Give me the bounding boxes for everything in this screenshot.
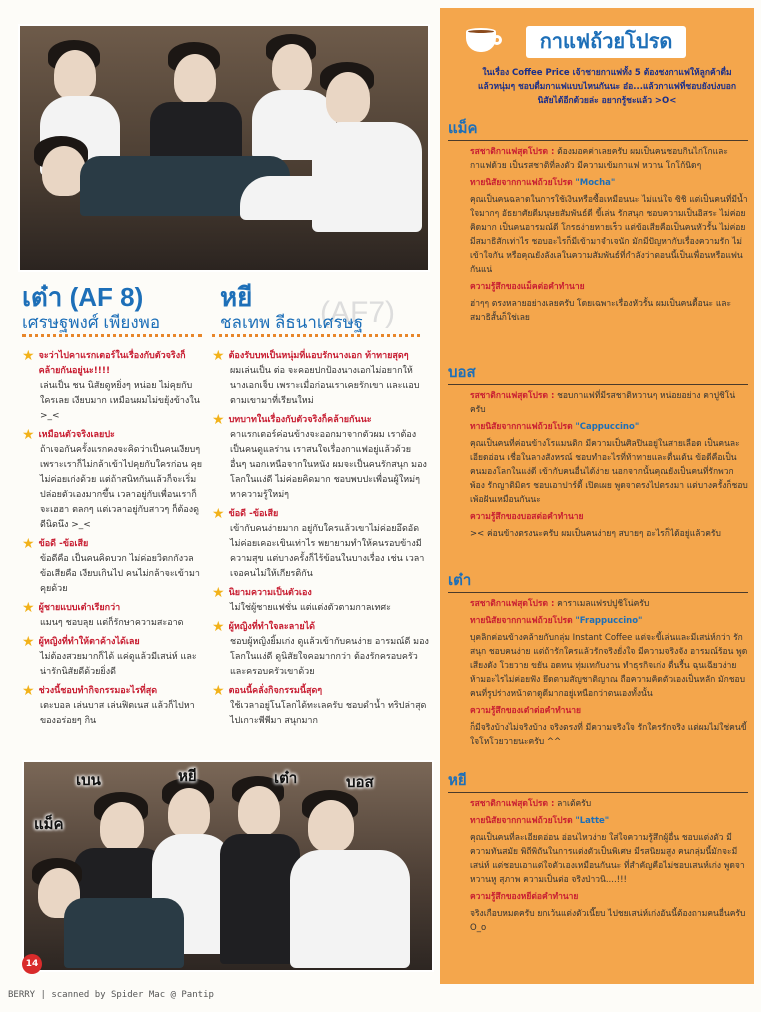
answer: ชอบผู้หญิงยิ้มเก่ง ดูแล้วเข้ากับคนง่าย อารมณ์ดี มองโลกในแง่ดี ดูนิสัยใจคอมากกว่า ต้องรักครอบครัวและครอบครัวเขาด้วย [230, 637, 429, 677]
profile-yee [220, 282, 363, 334]
qa-item [22, 601, 204, 631]
fav-text: ลาเต้ครับ [557, 799, 592, 809]
fav-text: ชอบกาแฟที่มีรสชาติหวานๆ หน่อยอย่าง คาปูชิโน่ ครับ [470, 391, 736, 415]
photo-figure-face [54, 50, 96, 100]
answer: ข้อดีคือ เป็นคนคิดบวก ไม่ค่อยวิตกกังวล ข้อเสียคือ เงียบเกินไป คนไม่กล้าจะเข้ามาคุยด้วย [40, 554, 200, 594]
answer: แมนๆ ชอบลุย แต่ก็รักษาความสะอาด [40, 618, 184, 628]
coffee-sidebar [440, 8, 754, 984]
interview-tao [22, 346, 204, 733]
answer: ไม่ใช่ผู้ชายแฟชั่น แต่แต่งตัวตามกาลเทศะ [230, 603, 391, 613]
fav-text: ต้องมอคค่าเลยครับ ผมเป็นคนชอบกินไก่โกและกาแฟด้วย เป็นรสชาติที่ลงตัว มีความเข้มกาแฟ หวาน โกโก้นิดๆ [470, 147, 728, 171]
prediction-text: คุณเป็นคนที่ละเอียดอ่อน อ่อนไหวง่าย ใส่ใจความรู้สึกผู้อื่น ชอบแต่งตัว มีความทันสมัย พิถีพิถันในการแต่งตัวเป็นพิเศษ มีรสนิยมสูง คนกลุ่มนี้มักจะมีเสน่ห์ แต่ชอบเอาแต่ใจตัวเองเหมือนกันนะ ที่สำคัญคือไม่ชอบเสนห์เก่ง พูดจาหวานหู สุภาพ ความเป็นต่อ จริงป่าวนิ....!!! [470, 833, 745, 885]
section-tao [448, 572, 748, 752]
photo-figure-face [168, 788, 210, 838]
section-boss [448, 364, 748, 544]
scan-credit: BERRY | scanned by Spider Mac @ Pantip [8, 990, 214, 1000]
dotted-divider [22, 334, 202, 340]
question: ข้อดี -ข้อเสีย [38, 539, 89, 549]
answer: ใช้เวลาอยู่โนโลกได้ทะเลครับ ชอบดำน้ำ ทริปล่าสุดไปเกาะพีพีมา สนุกมาก [230, 701, 427, 726]
question: ต้องรับบทเป็นหนุ่มที่แอบรักนางเอก ท้าทายสุดๆ [228, 351, 409, 361]
section-yee [448, 772, 748, 938]
sidebar-title: กาแฟถ้วยโปรด [526, 26, 686, 58]
question: ช่วงนี้ชอบทำกิจกรรมอะไรที่สุด [38, 686, 158, 696]
prediction-label: ทายนิสัยจากกาแฟถ้วยโปรด [470, 178, 573, 188]
star-icon: ★ [212, 619, 225, 635]
star-icon: ★ [22, 634, 35, 650]
opinion-label: ความรู้สึกของแม็คต่อคำทำนาย [470, 282, 585, 292]
question: ข้อดี -ข้อเสีย [228, 509, 279, 519]
photo-label-boss: บอส [346, 774, 374, 791]
qa-item [212, 349, 430, 409]
profile-yee-fullname: ชลเทพ ลีธนาเศรษฐ [220, 313, 364, 332]
photo-figure-body [64, 898, 184, 968]
photo-label-mac: แม็ค [34, 816, 64, 833]
fav-label: รสชาติกาแฟสุดโปรด : [470, 147, 555, 157]
opinion-label: ความรู้สึกของบอสต่อคำทำนาย [470, 512, 584, 522]
star-icon: ★ [212, 412, 225, 428]
prediction-text: คุณเป็นคนฉลาดในการใช้เงินหรือซื้อเหมือนนะ ไม่แน่ใจ ซิชิ แต่เป็นคนที่มีน้ำใจมากๆ อัธยาศัยดีมนุษยสัมพันธ์ดี ขี้เล่น รักสนุก ชอบความเป็นอิสระ ไม่ค่อยคิดมาก เป็นคนอารมณ์ดี โกรธง่ายหายเร็ว แต่ข้อเสียคือเป็นคนหัวรั้น ไม่ค่อยมีสมาธิสักเท่าไร ชอบอะไรก็มีเข้ามาจำเจนัก มักมีปัญหากับเรื่องความรัก ไม่เข้าใจกัน หรือคุณยังลังเลในความสัมพันธ์ที่กำลังว่าตอนนี้เป็นเพื่อนหรือแฟนกันแน่ [470, 195, 748, 275]
photo-figure-face [326, 72, 370, 124]
star-icon: ★ [22, 683, 35, 699]
group-photo-top [18, 24, 430, 272]
show-through-text: (AF7) [320, 296, 395, 329]
opinion-text: ก็มีจริงบ้างไม่จริงบ้าง จริงตรงที่ มีความจริงใจ รักใครรักจริง แต่ผมไม่ใช่คนขี้ใจโหโวยวายนะครับ ^^ [470, 723, 747, 747]
qa-item [22, 537, 204, 597]
question: จะว่าไปคาแรกเตอร์ในเรื่องกับตัวจริงก็คล้ายกันอยู่นะ!!!! [38, 351, 186, 376]
answer: ถ้าเจอกันครั้งแรกคงจะคิดว่าเป็นคนเงียบๆ เพราะเราก็ไม่กล้าเข้าไปคุยกับใครก่อน คุยไม่ค่อยเก่งด้วย แต่ถ้าสนิทกันแล้วก็จะเริ่มปล่อยตัวเองมากขึ้น เวลาอยู่กับเพื่อนเราก็จะเฮฮา ตลกๆ แต่เวลาอยู่กับสาวๆ ก็ต้องดูดีนิดนึง >_< [40, 445, 203, 530]
coffee-menu: "Mocha" [575, 178, 616, 188]
star-icon: ★ [22, 348, 35, 364]
qa-item [212, 507, 430, 582]
photo-figure-face [174, 54, 216, 104]
photo-figure-face [272, 44, 312, 92]
answer: คาแรกเตอร์ค่อนข้างจะออกมาจากตัวผม เราต้องเป็นคนดูแลร่าน เราสนใจเรื่องกาแฟอยู่แล้วด้วย อื่นๆ นอกเหนือจากในหนัง ผมจะเป็นคนรักสนุก มองโลกในแง่ดี ไม่ค่อยคิดมาก ชอบพบปะเพื่อนผู้ใหม่ๆ หาความรู้ใหม่ๆ [230, 430, 427, 500]
answer: ผมเล่นเป็น ต่อ จะคอยปกป้องนางเอกไม่อยากให้นางเอกเจ็บ เพราะเมื่อก่อนเราเคยรักเขา และแอบตามเขามาที่เรียนใหม่ [230, 366, 420, 406]
coffee-menu: "Latte" [575, 816, 610, 826]
prediction-label: ทายนิสัยจากกาแฟถ้วยโปรด [470, 816, 573, 826]
opinion-label: ความรู้สึกของเต๋าต่อคำทำนาย [470, 706, 582, 716]
question: ผู้หญิงที่ทำให้ตาค้างได้เลย [38, 637, 140, 647]
answer: ไม่ต้องสวยมากก็ได้ แค่ดูแล้วมีเสน่ห์ และน่ารักนิสัยดีด้วยยิ่งดี [40, 652, 197, 677]
section-name: หยี [448, 772, 748, 793]
photo-figure-face [308, 800, 354, 852]
qa-item [22, 428, 204, 533]
photo-figure-face [238, 786, 280, 836]
coffee-cup-icon [462, 24, 504, 54]
photo-figure-shirt [290, 850, 410, 968]
star-icon: ★ [212, 506, 225, 522]
coffee-menu: "Cappuccino" [575, 422, 640, 432]
fav-label: รสชาติกาแฟสุดโปรด : [470, 799, 555, 809]
photo-figure-face [100, 802, 144, 852]
question: เหมือนตัวจริงเลยปะ [38, 430, 115, 440]
profile-yee-nickname: หยี [220, 282, 253, 312]
page-number: 14 [22, 954, 42, 974]
sidebar-intro: ในเรื่อง Coffee Price เจ้าชายกาแฟทั้ง 5 ต้องชงกาแฟให้ลูกค้าดื่ม แล้วหนุ่มๆ ชอบดื่มกาแฟแบบไหนกันนะ อ๋อ...แล้วกาแฟที่ชอบยังบ่งบอกนิสัยได้อีกด้วยล่ะ อยากรู้ชะแล้ว >O< [477, 68, 737, 106]
qa-item [22, 349, 204, 424]
star-icon: ★ [22, 600, 35, 616]
question: ตอนนี้คลั่งกิจกรรมนี้สุดๆ [228, 686, 323, 696]
answer: เข้ากับคนง่ายมาก อยู่กับใครแล้วเขาไม่ค่อยอึดอัด ไม่ค่อยเคอะเขินเท่าไร พยายามทำให้คนรอบข้างมีความสุข แต่บางครั้งก็ไร้ข้อนในบางเรื่อง เช่น เวลาเจอคนไม่ให้เกียรติกัน [230, 524, 425, 579]
question: ผู้ชายแบบเต๋าเรียกว่า [38, 603, 121, 613]
star-icon: ★ [212, 348, 225, 364]
fav-label: รสชาติกาแฟสุดโปรด : [470, 391, 555, 401]
coffee-menu: "Frappuccino" [575, 616, 643, 626]
fav-label: รสชาติกาแฟสุดโปรด : [470, 599, 555, 609]
section-name: แม็ค [448, 120, 748, 141]
section-name: เต๋า [448, 572, 748, 593]
opinion-text: ฮ่าๆๆ ตรงหลายอย่างเลยครับ โดยเฉพาะเรื่องหัวรั้น ผมเป็นคนดื้อนะ และสมาธิสั้นก็ใช่เลย [470, 299, 732, 323]
profile-tao-fullname: เศรษฐพงศ์ เพียงพอ [22, 313, 161, 332]
photo-figure-legs [240, 176, 410, 220]
star-icon: ★ [212, 585, 225, 601]
fav-text: คาราเมลแฟรปปูชิโน่ครับ [557, 599, 650, 609]
prediction-text: บุคลิกค่อนข้างคล้ายกับกลุ่ม Instant Coffee แต่จะขี้เล่นและมีเสน่ห์กว่า รักสนุก ชอบคนง่าย แต่ถ้ารักใครแล้วรักจริงยั่งใจ มีความจริงจัง อารมณ์ร้อน พูดเสียงดัง โวยวาย ขยัน อดทน ทุ่มเทกับงาน ทำธุรกิจเก่ง ตื่นรื้น ฉุนเฉียวง่าย ห้ามอะไรไม่ค่อยฟัง ยึดตามสัญชาติญาณ ถือความคิดตัวเองเป็นหลัก มักชอบคนที่รูปร่างหน้าตาดูดีมากอยู่เหนือกว่าตนเองทั้งนั้น [470, 633, 748, 699]
photo-figure-vest [220, 834, 300, 964]
dotted-divider [212, 334, 420, 340]
star-icon: ★ [212, 683, 225, 699]
star-icon: ★ [22, 536, 35, 552]
opinion-text: จริงเกือบหมดครับ ยกเว้นแต่งตัวเนี๊ยบ ไปชยเสน่ห์เก่งอันนี้ต้องถามคนอื่นครับ O_o [470, 909, 746, 933]
qa-item [212, 620, 430, 680]
prediction-label: ทายนิสัยจากกาแฟถ้วยโปรด [470, 422, 573, 432]
star-icon: ★ [22, 427, 35, 443]
section-name: บอส [448, 364, 748, 385]
prediction-label: ทายนิสัยจากกาแฟถ้วยโปรด [470, 616, 573, 626]
section-mac [448, 120, 748, 328]
photo-label-yee: หยี [178, 768, 197, 785]
answer: เตะบอล เล่นบาส เล่นฟิตเนส แล้วก็ไปหาของอร่อยๆ กิน [40, 701, 195, 726]
group-photo-bottom [22, 760, 434, 972]
qa-item [22, 684, 204, 729]
question: นิยามความเป็นตัวเอง [228, 588, 312, 598]
photo-label-ben: เบน [76, 772, 101, 789]
qa-item [22, 635, 204, 680]
qa-item [212, 684, 430, 729]
prediction-text: คุณเป็นคนที่ค่อนข้างโรแมนติก มีความเป็นศิลปินอยู่ในสายเลือด เป็นคนละเอียดอ่อน เชื่อในลางสังหรณ์ ชอบทำอะไรที่ท้าทายและตื่นเต้น ข้อดีคือเป็นคนมองโลกในแง่ดี เข้ากับคนอื่นได้ง่าย นอกจากนั้นคุณยังเป็นคนที่รักพวกพ้อง รักญาติมิตร ชอบเอาปาร์ตี้ เปิดเผย พูดจาตรงไปตรงมา แต่บางครั้งก็ชอบเพ้อฝันเหมือนกันนะ [470, 439, 748, 505]
photo-label-tao: เต๋า [274, 770, 298, 787]
question: บทบาทในเรื่องกับตัวจริงก็คล้ายกันนะ [228, 415, 372, 425]
profile-tao [22, 282, 160, 334]
profile-tao-nickname: เต๋า (AF 8) [22, 282, 144, 312]
answer: เล่นเป็น ชน นิสัยดูหยิ่งๆ หน่อย ไม่คุยกับใครเลย เงียบมาก เหมือนผมไม่ขยุ้งข้างใน >_< [40, 381, 200, 421]
opinion-text: >< ค่อนข้างตรงนะครับ ผมเป็นคนง่ายๆ สบายๆ อะไรก็ได้อยู่แล้วครับ [470, 529, 721, 539]
question: ผู้หญิงที่ทำใจละลายได้ [228, 622, 315, 632]
qa-item [212, 413, 430, 503]
qa-item [212, 586, 430, 616]
opinion-label: ความรู้สึกของหยีต่อคำทำนาย [470, 892, 579, 902]
interview-yee [212, 346, 430, 733]
